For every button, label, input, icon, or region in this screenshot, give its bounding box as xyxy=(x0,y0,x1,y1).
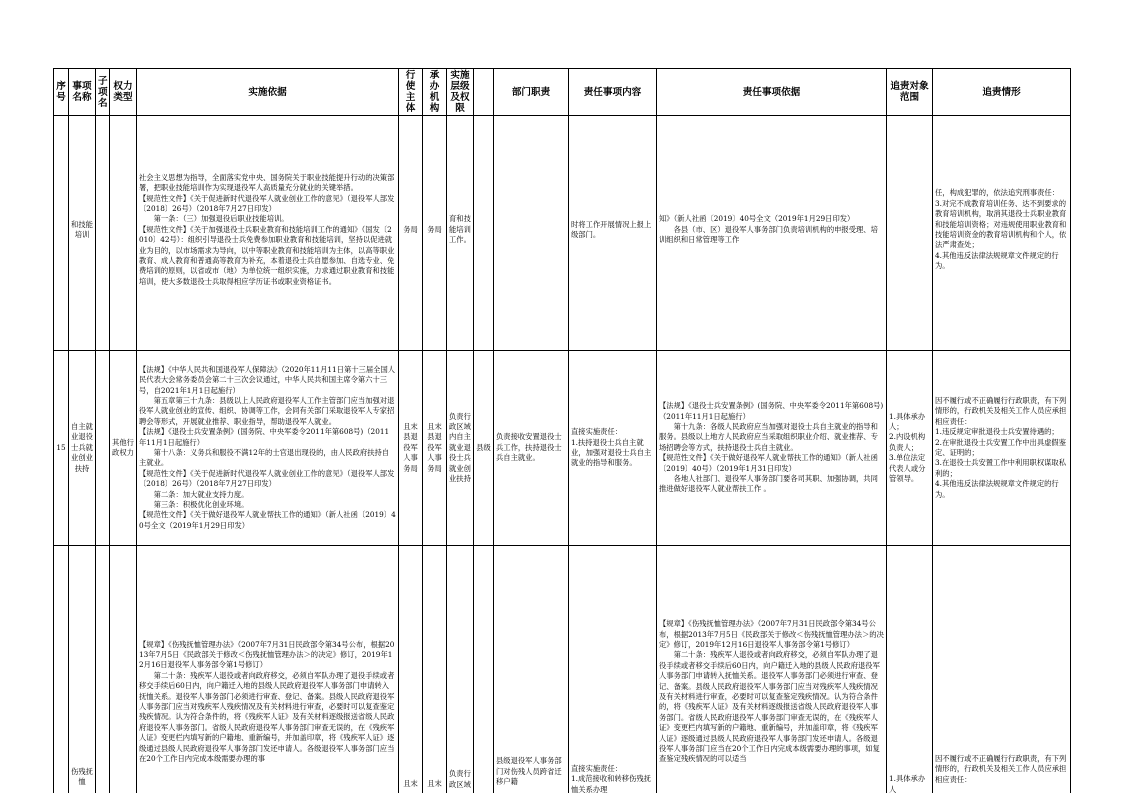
header-cell: 追责对象范围 xyxy=(887,69,933,116)
table-row xyxy=(54,546,1071,793)
target-item: 3.单位法定代表人或分管领导。 xyxy=(889,453,926,484)
basis-paragraph: 【规范性文件】《关于促进新时代退役军人就业创业工作的意见》（退役军人部发〔2018〕26号）（2018年7月27日印发） xyxy=(139,193,395,213)
liability-paragraph: 第二十条：残疾军人退役或者向政府移交，必须自军队办理了退役手续或者移交手续后60日内，向户籍迁入地的县级人民政府退役军人事务部门申请转入抚恤关系。退役军人事务部门必须进行审查、登记、备案。县级人民政府退役军人事务部门应当对残疾军人残疾情况及有关材料进行审查，必要时可以复查鉴定残疾情况。认为符合条件的，将《残疾军人证》及有关材料逐级报送省级人民政府退役军人事务部门。省级人民政府退役军人事务部门审查无误的，在《残疾军人证》变更栏内填写新的户籍地、重新编号，并加盖印章，将《残疾军人证》逐级通过县级人民政府退役军人事务部门发还申请人。各级退役军人事务部门应当在20个工作日内完成本级需要办理的事项，如复查鉴定残疾情况的可以适当 xyxy=(659,650,880,764)
table-row xyxy=(54,116,1071,351)
header-cell-spacer xyxy=(474,69,494,116)
liability-paragraph: 【规范性文件】《关于做好退役军人就业帮扶工作的通知》（新人社函〔2019〕40号）（2019年1月31日印发） xyxy=(659,453,878,473)
item-name: 自主就业退役士兵就业创业扶持 xyxy=(69,351,96,546)
department-duty: 县级退役军人事务部门对伤残人员跨省迁移户籍 xyxy=(496,756,562,787)
row-number xyxy=(54,546,69,793)
accountability-cases xyxy=(935,188,1068,271)
liability-basis xyxy=(659,599,884,765)
header-cell: 实施层级及权限 xyxy=(447,69,474,116)
case-paragraph: 3.对完不成教育培训任务、达不到要求的教育培训机构，取消其退役士兵职业教育和技能培训资格；对违规使用职业教育和技能培训资金的教育培训机构和个人，依法严肃查处； xyxy=(935,198,1067,250)
sub-item xyxy=(96,546,110,793)
content-paragraph: 1.扶持退役士兵自主就业，加强对退役士兵自主就业的指导和服务。 xyxy=(571,437,652,468)
header-cell: 责任事项内容 xyxy=(569,69,657,116)
case-paragraph: 任，构成犯罪的，依法追究刑事责任： xyxy=(935,188,1060,198)
header-cell: 承办机构 xyxy=(423,69,447,116)
basis-paragraph: 【规范性文件】《关于做好退役军人就业帮扶工作的通知》（新人社函〔2019〕40号全文（2019年1月29日印发） xyxy=(139,510,396,530)
header-cell: 事项名称 xyxy=(69,69,96,116)
table-header-row xyxy=(54,69,1071,116)
accountability-cases: 因不履行或不正确履行行政职责，有下列情形的，行政机关及相关工作人员应承担相应责任： xyxy=(935,753,1067,784)
liability-paragraph: 第十九条：各级人民政府应当加强对退役士兵自主就业的指导和服务。县级以上地方人民政府应当采取组织职业介绍、就业推荐、专场招聘会等方式，扶持退役士兵自主就业。 xyxy=(659,421,878,452)
implementation-level: 负责行政区域内自主就业退役士兵就业创业扶持 xyxy=(447,351,474,546)
basis-paragraph: 【规范性文件】《关于加强退役士兵职业教育和技能培训工作的通知》（国发〔2010〕42号）：组织引导退役士兵免费参加职业教育和技能培训，坚持以促进就业为目的，以市场需求为导向，以中等职业教育和技能培训为主体，以高等职业教育、成人教育和普通高等教育为补充，本着退役士兵自愿参加、自选专业、免费培训的原则，以省或市（地）为单位统一组织实施，力求通过职业教育和技能培训，使大多数退役士兵取得相应学历证书或职业资格证书。 xyxy=(139,224,395,286)
power-type xyxy=(110,546,137,793)
header-cell: 权力类型 xyxy=(110,69,137,116)
accountability-targets: 1.具体承办人 xyxy=(889,774,926,793)
item-name: 和技能培训 xyxy=(71,219,93,239)
accountability-targets xyxy=(889,412,930,485)
basis-paragraph: 社会主义思想为指导，全面落实党中央、国务院关于职业技能提升行动的决策部署，把职业技能培训作为实现退役军人高质量充分就业的关键举措。 xyxy=(139,172,395,193)
case-paragraph: 2.在审批退役士兵安置工作中出具虚假鉴定、证明的； xyxy=(935,437,1067,457)
header-cell: 追责情形 xyxy=(933,69,1071,116)
content-paragraph: 1.成范接收和转移伤残抚恤关系办理 xyxy=(571,774,651,793)
header-cell: 子项名 xyxy=(96,69,110,116)
basis-paragraph: 第十八条：义务兵和服役不满12年的士官退出现役的，由人民政府扶持自主就业。 xyxy=(139,448,390,468)
liability-basis xyxy=(659,214,884,245)
basis-paragraph: 【法规】《中华人民共和国退役军人保障法》（2020年11月11日第十三届全国人民代表大会常务委员会第二十三次会议通过，中华人民共和国主席令第六十三号，自2021年1月1日起施行） xyxy=(139,364,396,395)
table-row xyxy=(54,351,1071,546)
liability-paragraph: 各县（市、区）退役军人事务部门负责培训机构的申报受理、培训组织和日常管理等工作 xyxy=(659,224,878,245)
basis-paragraph: 第五章第三十九条：县级以上人民政府退役军人工作主管部门应当加强对退役军人就业创业的宣传、组织、协调等工作，会同有关部门采取退役军人专家招聘会等形式，开展就业推荐、职业指导，帮助退役军人就业。 xyxy=(139,395,395,426)
header-cell: 部门职责 xyxy=(494,69,569,116)
basis-paragraph: 第三条：积极优化创业环境。 xyxy=(153,500,249,510)
row-number xyxy=(54,116,69,351)
item-name: 伤残抚恤 xyxy=(71,766,93,786)
case-paragraph: 4.其他违反法律法规规章文件规定的行为。 xyxy=(935,479,1059,499)
implementation-level: 负责行政区域 xyxy=(449,769,471,789)
row-number: 15 xyxy=(54,351,69,546)
basis-paragraph: 第二十条：残疾军人退役或者向政府移交，必须自军队办理了退役手续或者移交手续后60日内，向户籍迁入地的县级人民政府退役军人事务部门申请转入抚恤关系。退役军人事务部门必须进行审查、登记、备案。县级人民政府退役军人事务部门应当对残疾军人残疾情况及有关材料进行审查，必要时可以复查鉴定残疾情况。认为符合条件的，将《残疾军人证》及有关材料逐级报送省级人民政府退役军人事务部门。省级人民政府退役军人事务部门审查无误的，在《残疾军人证》变更栏内填写新的户籍地、重新编号，并加盖印章，将《残疾军人证》逐级通过县级人民政府退役军人事务部门发还申请人。各级退役军人事务部门应当在20个工作日内完成本级需要办理的事 xyxy=(139,670,395,764)
level-side xyxy=(474,116,494,351)
basis-paragraph: 第二条：加大就业支持力度。 xyxy=(153,489,249,499)
liability-basis xyxy=(659,401,884,495)
header-cell: 序号 xyxy=(54,69,69,116)
level-side: 县级 xyxy=(474,351,494,546)
implementation-basis xyxy=(139,600,396,765)
implementation-basis xyxy=(139,365,396,532)
handling-agency: 务局 xyxy=(427,224,442,234)
executing-subject: 且末县退役军人事务局 xyxy=(399,351,423,546)
liability-content xyxy=(571,569,654,793)
header-cell: 实施依据 xyxy=(137,69,399,116)
case-paragraph: 因不履行或不正确履行行政职责，有下列情形的，行政机关及相关工作人员应承担相应责任： xyxy=(935,395,1067,426)
liability-content xyxy=(571,427,654,469)
case-paragraph: 1.违反规定审批退役士兵安置待遇的； xyxy=(935,427,1059,437)
power-list-table xyxy=(53,68,1071,793)
liability-paragraph: 知》（新人社函〔2019〕40号全文（2019年1月29日印发） xyxy=(659,214,855,224)
power-type: 其他行政权力 xyxy=(110,351,137,546)
basis-paragraph: 【规章】《伤残抚恤管理办法》（2007年7月31日民政部令第34号公布，根据2013年7月5日《民政部关于修改＜伤残抚恤管理办法＞的决定》修订，2019年12月16日退役军人事务部令第1号修订） xyxy=(139,639,395,670)
sub-item xyxy=(96,116,110,351)
executing-subject: 且末 xyxy=(403,779,418,789)
liability-paragraph: 【法规】《退役士兵安置条例》(国务院、中央军委令2011年第608号)（2011年11月1日起施行） xyxy=(659,401,884,421)
case-paragraph: 3.在退役士兵安置工作中利用职权谋取私利的； xyxy=(935,458,1067,478)
content-paragraph: 直接实施责任： xyxy=(571,427,623,437)
power-type xyxy=(110,116,137,351)
basis-paragraph: 【规范性文件】《关于促进新时代退役军人就业创业工作的意见》（退役军人部发〔2018〕26号）（2018年7月27日印发） xyxy=(139,468,395,489)
basis-paragraph: 【法规】《退役士兵安置条例》(国务院、中央军委令2011年第608号)（2011年11月1日起施行） xyxy=(139,427,390,447)
accountability-cases xyxy=(935,396,1068,500)
target-item: 2.内设机构负责人； xyxy=(889,432,926,452)
content-paragraph: 直接实施责任： xyxy=(571,763,623,773)
executing-subject: 务局 xyxy=(403,224,418,234)
header-cell: 行使主体 xyxy=(399,69,423,116)
handling-agency: 且末县退役军人事务局 xyxy=(423,351,447,546)
liability-paragraph: 【规章】《伤残抚恤管理办法》（2007年7月31日民政部令第34号公布，根据2013年7月5日《民政部关于修改＜伤残抚恤管理办法＞的决定》修订，2019年12月16日退役军人事务部令第1号修订） xyxy=(659,619,884,649)
header-cell: 责任事项依据 xyxy=(657,69,887,116)
level-side xyxy=(474,546,494,793)
liability-content: 时将工作开展情况上报上级部门。 xyxy=(571,219,652,239)
target-item: 1.具体承办人； xyxy=(889,411,926,431)
department-duty: 负责接收安置退役士兵工作，扶持退役士兵自主就业。 xyxy=(494,351,569,546)
liability-paragraph: 各地人社部门、退役军人事务部门要各司其职、加强协调，共同推进做好退役军人就业帮扶工作 。 xyxy=(659,474,878,494)
handling-agency: 且末 xyxy=(427,779,442,789)
implementation-basis xyxy=(139,173,396,287)
accountability-targets xyxy=(887,116,933,351)
basis-paragraph: 第一条：（三）加强退役后职业技能培训。 xyxy=(153,214,289,224)
implementation-level: 育和技能培训工作。 xyxy=(449,214,471,245)
case-paragraph: 4.其他违反法律法规规章文件规定的行为。 xyxy=(935,250,1059,271)
sub-item xyxy=(96,351,110,546)
